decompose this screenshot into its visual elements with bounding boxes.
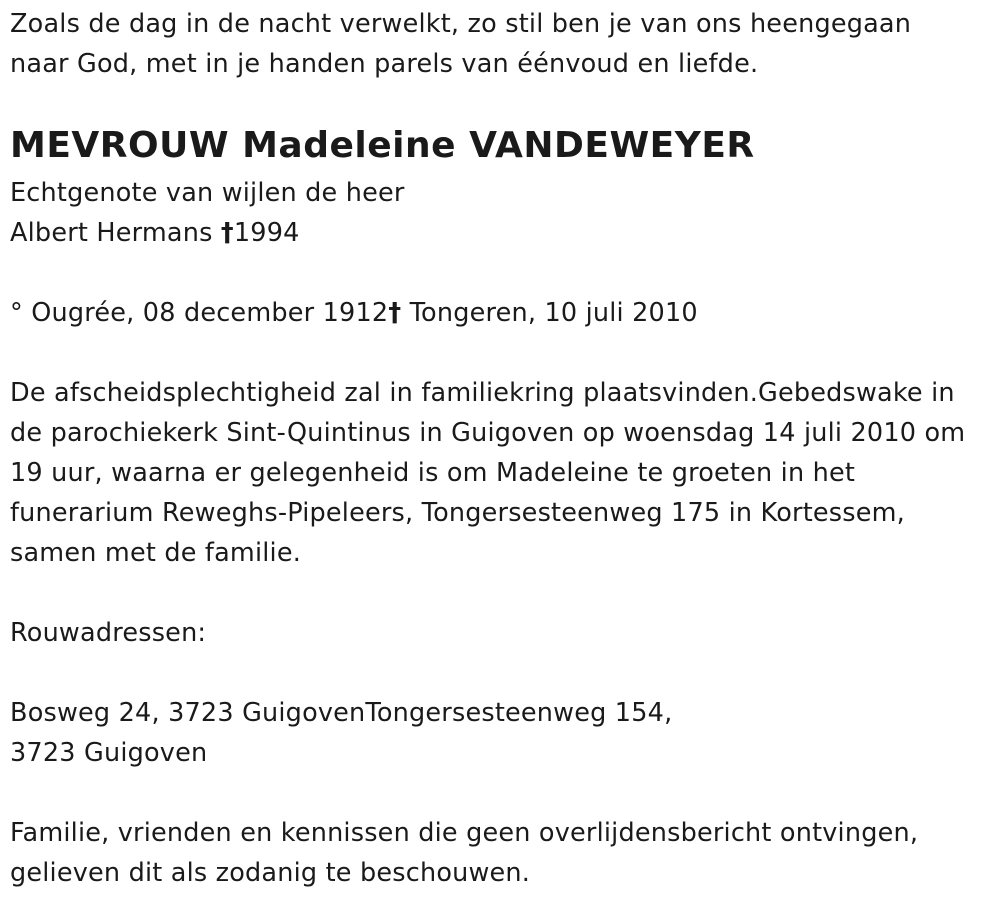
death-info: Tongeren, 10 juli 2010 [401,298,698,328]
announcement-line: samen met de familie. [10,538,302,568]
funeral-announcement [10,373,965,573]
poem-line-1: Zoals de dag in de nacht verwelkt, zo stil ben je van ons heengegaan [10,9,912,39]
closing-line-1: Familie, vrienden en kennissen die geen overlijdensbericht ontvingen, [10,818,919,848]
mourning-addresses-title [10,613,206,653]
spouse-line: Echtgenote van wijlen de heer [10,178,405,208]
spouse-death-year: 1994 [233,218,300,248]
announcement-line: De afscheidsplechtigheid zal in familiekring plaatsvinden.Gebedswake in [10,378,955,408]
address-line-2: 3723 Guigoven [10,738,208,768]
announcement-line: funerarium Reweghs-Pipeleers, Tongersesteenweg 175 in Kortessem, [10,498,905,528]
spouse-name-line [10,213,405,253]
poem-line-2: naar God, met in je handen parels van éénvoud en liefde. [10,49,759,79]
spouse-info [10,173,405,253]
cross-icon: † [220,218,234,248]
deceased-title: MEVROUW [10,125,230,166]
announcement-line: 19 uur, waarna er gelegenheid is om Madeleine te groeten in het [10,458,856,488]
birth-death-dates [10,293,698,333]
poem [10,4,911,84]
closing-line-2: gelieven dit als zodanig te beschouwen. [10,858,531,888]
addresses-heading: Rouwadressen: [10,618,207,648]
mourning-addresses [10,693,672,773]
cross-icon: † [388,298,402,328]
dates-line [10,293,698,333]
deceased-name-heading [10,121,755,171]
announcement-line: de parochiekerk Sint-Quintinus in Guigoven op woensdag 14 juli 2010 om [10,418,966,448]
birth-info: ° Ougrée, 08 december 1912 [10,298,389,328]
deceased-name: Madeleine VANDEWEYER [242,125,755,166]
address-line-1: Bosweg 24, 3723 GuigovenTongersesteenweg 154, [10,698,673,728]
closing-note [10,813,918,893]
spouse-name: Albert Hermans [10,218,221,248]
